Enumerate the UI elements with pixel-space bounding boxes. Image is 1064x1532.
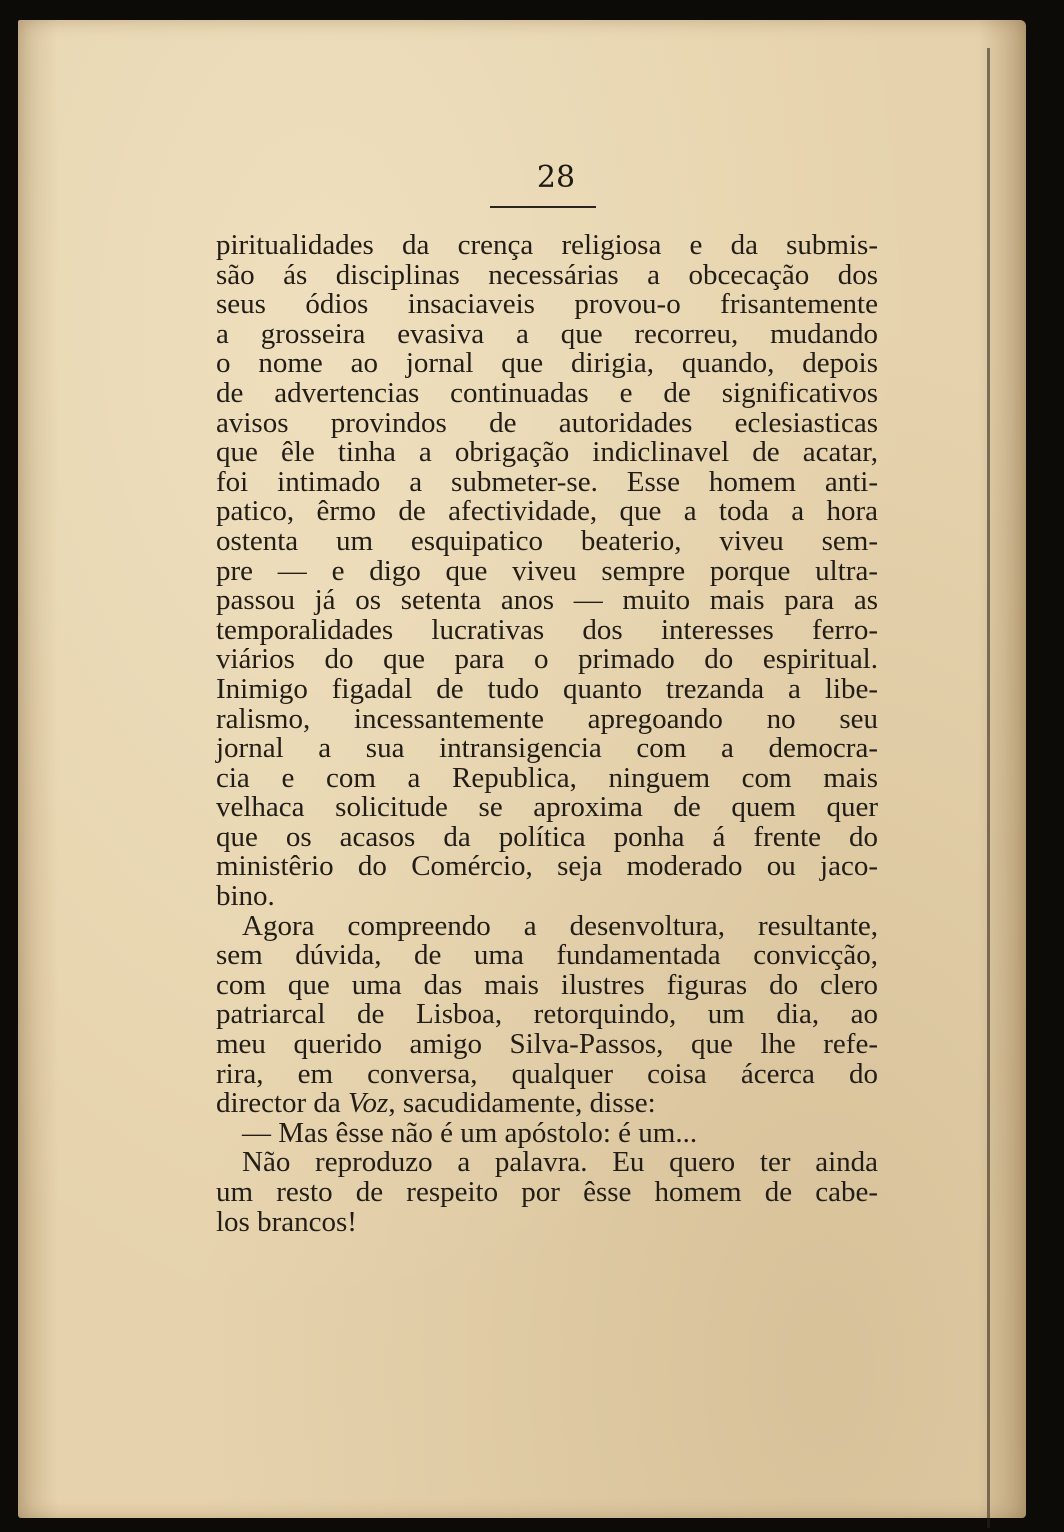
text-line: velhaca solicitude se aproxima de quem quer [216,791,878,824]
paragraph-1 [216,231,878,912]
text-line: ralismo, incessantemente apregoando no seu [216,702,878,735]
body-text [216,231,878,1237]
text-line: viários do que para o primado do espiritual. [216,643,878,676]
page-number: 28 [536,160,576,195]
text-line: um resto de respeito por êsse homem de cabe- [216,1176,878,1208]
paragraph-2 [216,909,878,1120]
text-line [216,1089,878,1119]
text-line: o nome ao jornal que dirigia, quando, depois [216,347,878,380]
text-line: que êle tinha a obrigação indiclinavel de acatar, [216,436,878,469]
text-line: bino. [216,880,275,913]
text-line: sem dúvida, de uma fundamentada convicção, [216,939,878,972]
text-line: que os acasos da política ponha á frente do [216,820,878,853]
text-run: , sacudidamente, disse: [388,1087,656,1120]
text-line: patriarcal de Lisboa, retorquindo, um dia, ao [216,998,878,1031]
text-line: temporalidades lucrativas dos interesses ferro- [216,613,878,646]
text-line: Não reproduzo a palavra. Eu quero ter ainda [242,1146,878,1179]
text-line: cia e com a Republica, ninguem com mais [216,761,878,794]
text-line: jornal a sua intransigencia com a democra- [216,732,878,765]
text-line: seus ódios insaciaveis provou-o frisantemente [216,288,878,321]
text-line: patico, êrmo de afectividade, que a toda a hora [216,495,878,528]
text-line: de advertencias continuadas e de significativos [216,376,878,409]
quoted-speech: — Mas êsse não é um apóstolo: é um... [242,1116,698,1149]
text-line: pre — e digo que viveu sempre porque ultra- [216,554,878,587]
quote-line-wrap [216,1116,878,1149]
text-line: meu querido amigo Silva-Passos, que lhe refe- [216,1028,878,1061]
text-line: avisos provindos de autoridades eclesiasticas [216,406,878,439]
text-line: rira, em conversa, qualquer coisa ácerca do [216,1057,878,1090]
newspaper-title: Voz [348,1087,389,1120]
text-line: Inimigo figadal de tudo quanto trezanda a libe- [216,672,878,705]
text-line: com que uma das mais ilustres figuras do clero [216,968,878,1001]
text-line: piritualidades da crença religiosa e da submis- [216,229,878,261]
page-number-rule [490,206,596,208]
text-line: ostenta um esquipatico beaterio, viveu sem- [216,524,878,557]
text-line: a grosseira evasiva a que recorreu, mudando [216,317,878,350]
text-run: director da [216,1087,349,1120]
paragraph-3 [216,1148,878,1237]
page-fold-edge [987,48,990,1528]
text-line: Agora compreendo a desenvoltura, resultante, [242,909,878,942]
text-line: ministêrio do Comércio, seja moderado ou jaco- [216,850,878,883]
text-line: foi intimado a submeter-se. Esse homem anti- [216,465,878,498]
text-line: passou já os setenta anos — muito mais para as [216,584,878,617]
text-line: los brancos! [216,1205,357,1238]
text-line: são ás disciplinas necessárias a obcecação dos [216,258,878,291]
